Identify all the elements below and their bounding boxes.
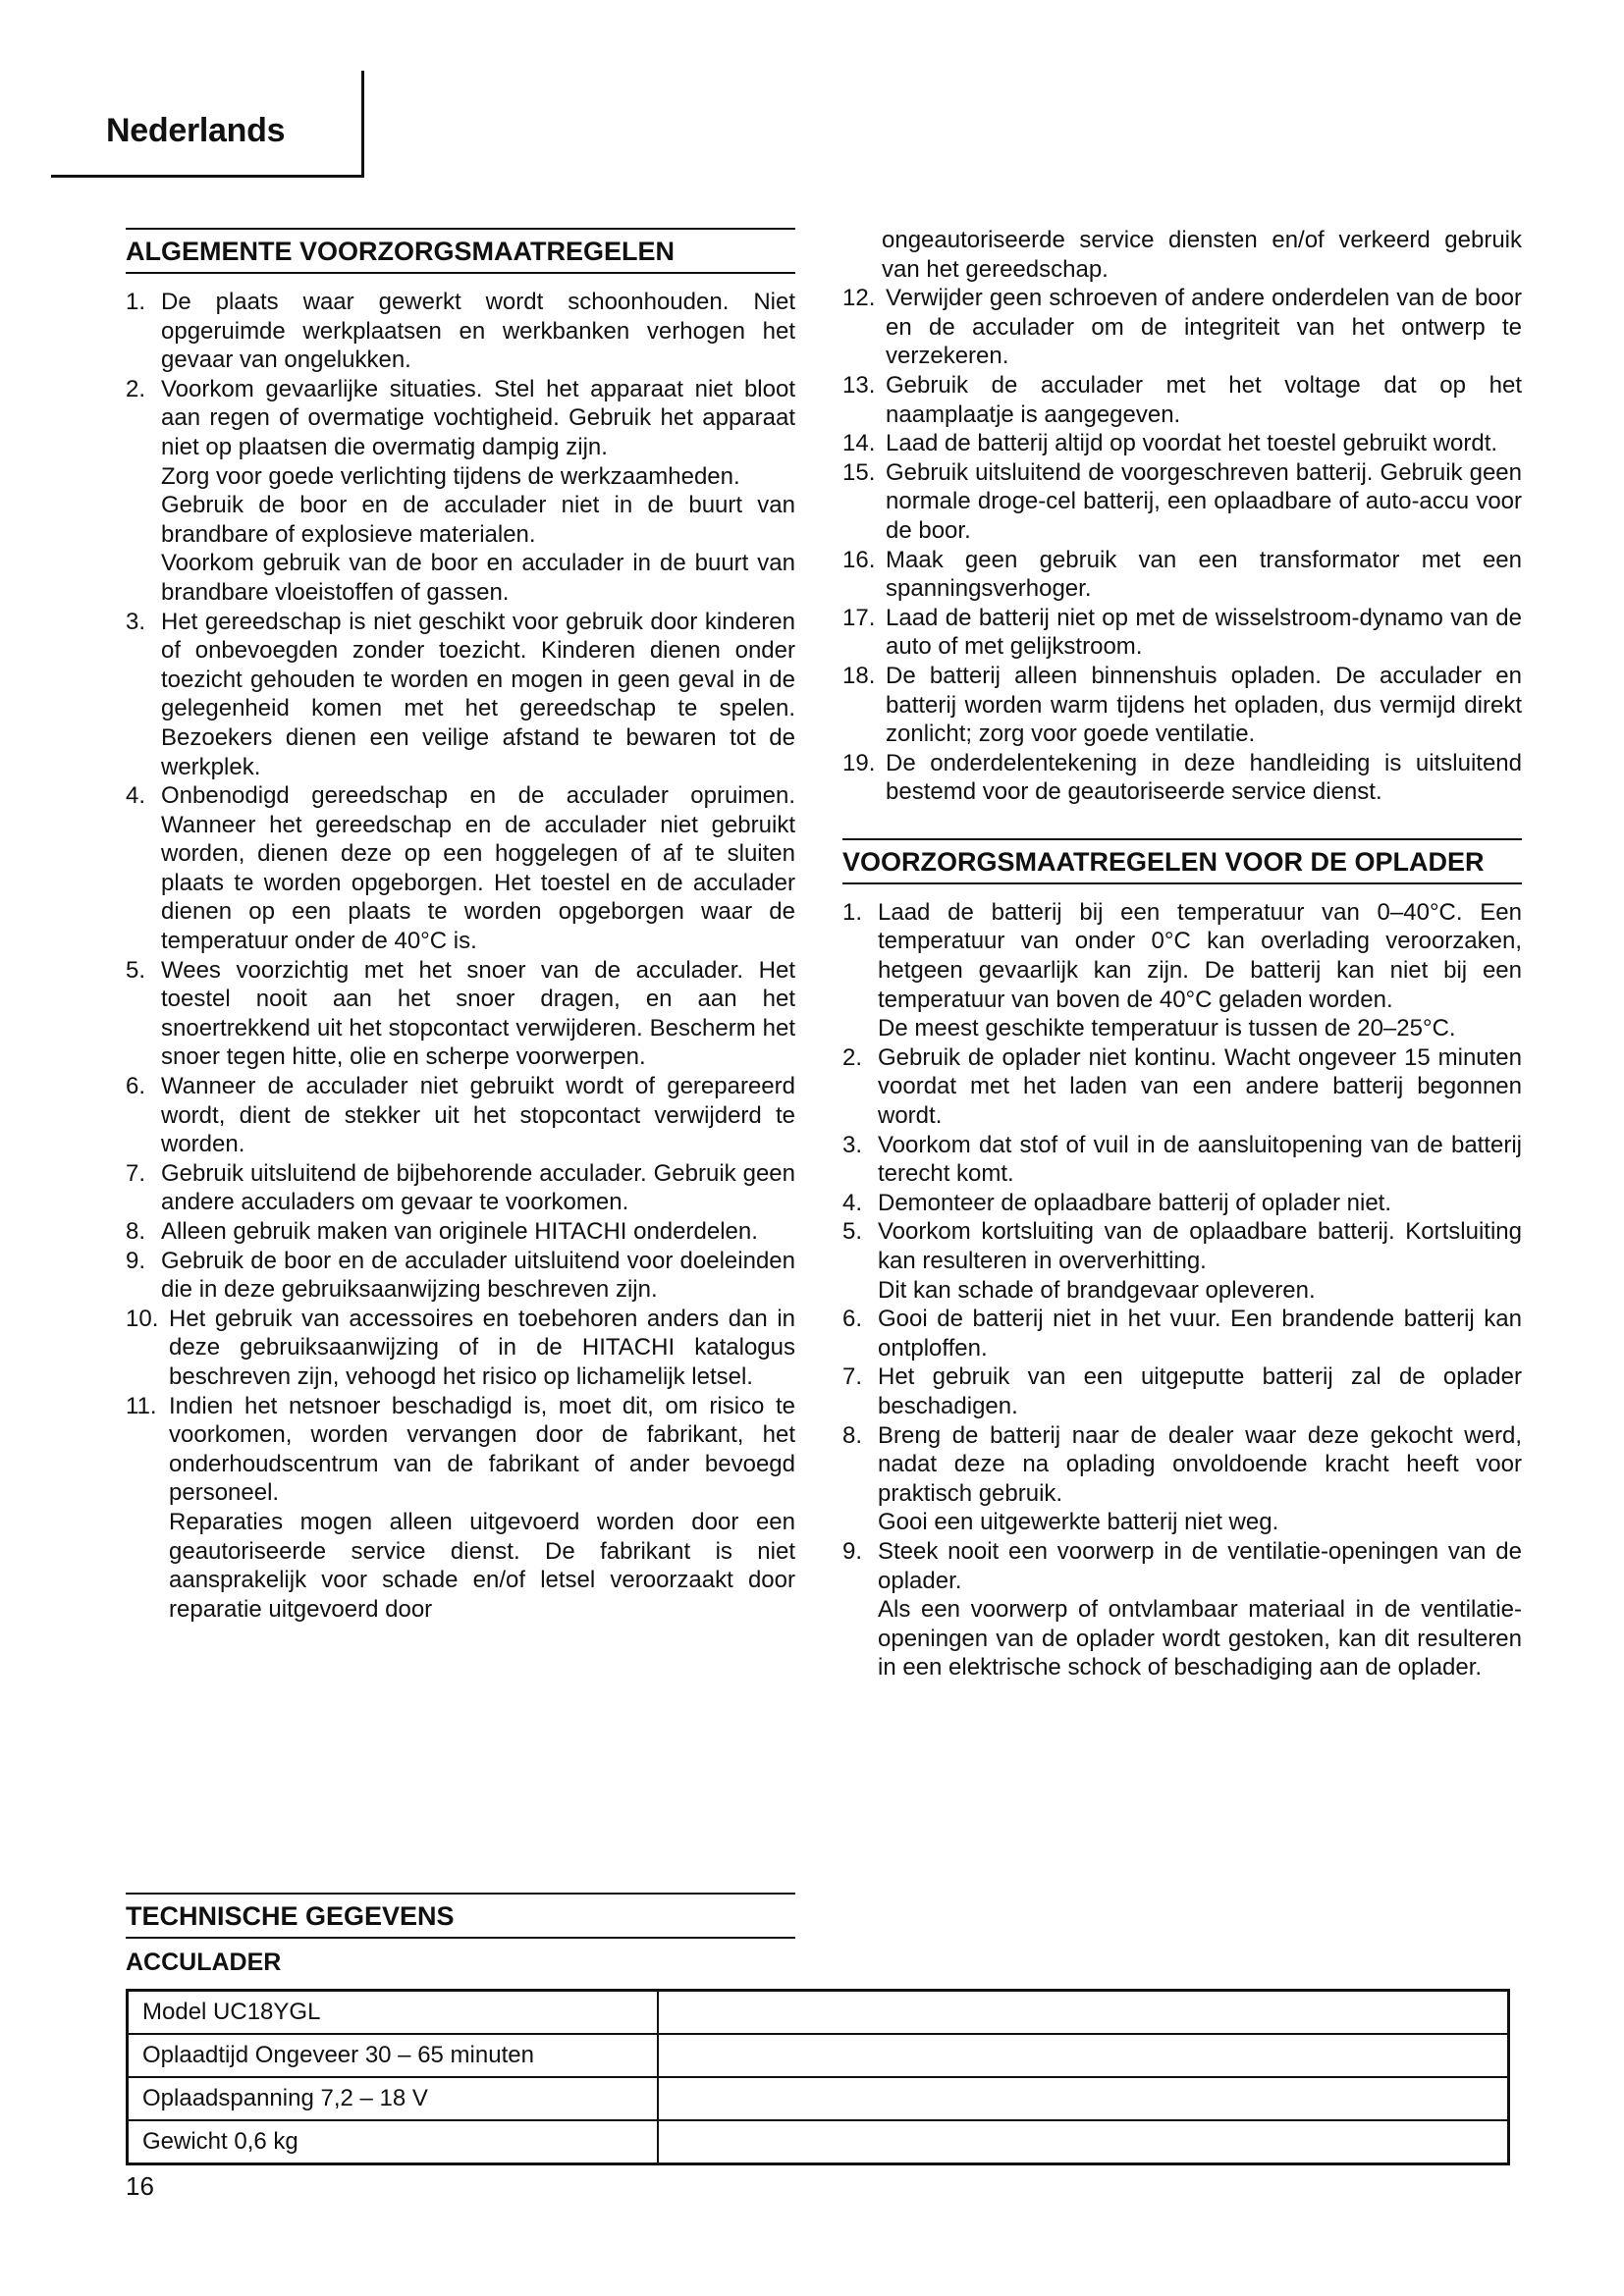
charger-subheading: ACCULADER <box>126 1949 282 1976</box>
list-item: 6. Wanneer de acculader niet gebruikt wordt of gerepareerd wordt, dient de stekker uit het stopcontact verwijderd te worden. <box>126 1073 795 1158</box>
list-item: 5. Wees voorzichtig met het snoer van de acculader. Het toestel nooit aan het snoer dragen, en aan het snoertrekkend uit het stopcontact verwijderen. Bescherm het snoer tegen hitte, olie en scherpe voorwerpen. <box>126 956 795 1071</box>
table-cell: Oplaadtijd Ongeveer 30 – 65 minuten <box>128 2034 659 2077</box>
general-precautions-list <box>126 288 795 1624</box>
list-item: 1. De plaats waar gewerkt wordt schoonhouden. Niet opgeruimde werkplaatsen en werkbanken verhogen het gevaar van ongelukken. <box>126 289 795 374</box>
right-column <box>842 226 1522 1682</box>
list-item: 13. Gebruik de acculader met het voltage dat op het naamplaatje is aangegeven. <box>842 371 1522 428</box>
specifications-table <box>126 1989 1510 2165</box>
table-row <box>128 2120 1509 2164</box>
language-label: Nederlands <box>106 112 286 149</box>
list-item: 9. Gebruik de boor en de acculader uitsluitend voor doeleinden die in deze gebruiksaanwijzing beschreven zijn. <box>126 1247 795 1304</box>
list-item: 2. Voorkom gevaarlijke situaties. Stel het apparaat niet bloot aan regen of overmatige vochtigheid. Gebruik het apparaat niet op plaatsen die overmatig dampig zijn. Zorg voor goede verlichting tijdens de werkzaamheden. Gebruik de boor en de acculader niet in de buurt van brandbare of explosieve materialen. Voorkom gebruik van de boor en acculader in de buurt van brandbare vloeistoffen of gassen. <box>126 375 795 606</box>
table-row <box>128 1991 1509 2035</box>
list-item: 8. Breng de batterij naar de dealer waar deze gekocht werd, nadat deze na oplading onvoldoende kracht heeft voor praktisch gebruik. Gooi een uitgewerkte batterij niet weg. <box>842 1421 1522 1536</box>
general-precautions-heading: ALGEMENTE VOORZORGSMAATREGELEN <box>126 228 795 274</box>
table-cell <box>658 2120 1509 2164</box>
table-cell: Oplaadspanning 7,2 – 18 V <box>128 2077 659 2120</box>
left-column <box>126 228 795 1624</box>
list-item: 3. Voorkom dat stof of vuil in de aansluitopening van de batterij terecht komt. <box>842 1131 1522 1188</box>
list-item: 10. Het gebruik van accessoires en toebehoren anders dan in deze gebruiksaanwijzing of in de HITACHI katalogus beschreven zijn, vehoogd het risico op lichamelijk letsel. <box>126 1305 795 1390</box>
list-item: 7. Gebruik uitsluitend de bijbehorende acculader. Gebruik geen andere acculaders om gevaar te voorkomen. <box>126 1159 795 1216</box>
list-item: 15. Gebruik uitsluitend de voorgeschreven batterij. Gebruik geen normale droge-cel batterij, een oplaadbare of auto-accu voor de boor. <box>842 458 1522 544</box>
list-item: 16. Maak geen gebruik van een transformator met een spanningsverhoger. <box>842 546 1522 603</box>
table-cell <box>658 2077 1509 2120</box>
list-item: 6. Gooi de batterij niet in het vuur. Een brandende batterij kan ontploffen. <box>842 1306 1522 1362</box>
table-cell <box>658 2034 1509 2077</box>
list-item: 11. Indien het netsnoer beschadigd is, moet dit, om risico te voorkomen, worden vervangen door de fabrikant, het onderhoudscentrum van de fabrikant of ander bevoegd personeel. Reparaties mogen alleen uitgevoerd worden door een geautoriseerde service dienst. De fabrikant is niet aansprakelijk voor schade en/of letsel veroorzaakt door reparatie uitgevoerd door <box>126 1392 795 1623</box>
list-item: 8. Alleen gebruik maken van originele HITACHI onderdelen. <box>126 1218 758 1245</box>
table-cell: Gewicht 0,6 kg <box>128 2120 659 2164</box>
table-row <box>128 2034 1509 2077</box>
list-item: 12. Verwijder geen schroeven of andere onderdelen van de boor en de acculader om de integriteit van het ontwerp te verzekeren. <box>842 285 1522 370</box>
table-cell <box>658 1991 1509 2035</box>
list-item: 7. Het gebruik van een uitgeputte batterij zal de oplader beschadigen. <box>842 1363 1522 1419</box>
list-item: 19. De onderdelentekening in deze handleiding is uitsluitend bestemd voor de geautoriseerde service dienst. <box>842 749 1522 806</box>
general-precautions-list-continued <box>842 284 1522 807</box>
charger-precautions-list <box>842 898 1522 1682</box>
page-number: 16 <box>126 2171 154 2201</box>
language-tab <box>51 71 364 178</box>
list-item: 5. Voorkom kortsluiting van de oplaadbare batterij. Kortsluiting kan resulteren in oververhitting. Dit kan schade of brandgevaar opleveren. <box>842 1218 1522 1304</box>
list-item: 3. Het gereedschap is niet geschikt voor gebruik door kinderen of onbevoegden zonder toezicht. Kinderen dienen onder toezicht gehouden te worden en mogen in geen geval in de gelegenheid komen met het gereedschap te spelen. Bezoekers dienen een veilige afstand te bewaren tot de werkplek. <box>126 608 795 780</box>
list-item: 4. Onbenodigd gereedschap en de acculader opruimen. Wanneer het gereedschap en de acculader niet gebruikt worden, dienen deze op een hoggelegen of af te sluiten plaats te worden opgeborgen. Het toestel en de acculader dienen op een plaats te worden opgeborgen waar de temperatuur onder de 40°C is. <box>126 782 795 955</box>
list-item: 17. Laad de batterij niet op met de wisselstroom-dynamo van de auto of met gelijkstroom. <box>842 604 1522 661</box>
table-cell: Model UC18YGL <box>128 1991 659 2035</box>
list-item: 4. Demonteer de oplaadbare batterij of oplader niet. <box>842 1189 1392 1216</box>
continued-text: ongeautoriseerde service diensten en/of verkeerd gebruik van het gereedschap. <box>882 227 1522 283</box>
table-row <box>128 2077 1509 2120</box>
list-item: 14. Laad de batterij altijd op voordat het toestel gebruikt wordt. <box>842 430 1498 457</box>
list-item: 1. Laad de batterij bij een temperatuur van 0–40°C. Een temperatuur van onder 0°C kan overlading veroorzaken, hetgeen gevaarlijk kan zijn. De batterij kan niet bij een temperatuur van boven de 40°C geladen worden. De meest geschikte temperatuur is tussen de 20–25°C. <box>842 898 1522 1042</box>
technical-data-section <box>126 1893 795 1939</box>
charger-precautions-heading: VOORZORGSMAATREGELEN VOOR DE OPLADER <box>842 838 1522 884</box>
list-item: 18. De batterij alleen binnenshuis opladen. De acculader en batterij worden warm tijdens het opladen, dus vermijd direkt zonlicht; zorg voor goede ventilatie. <box>842 662 1522 748</box>
technical-data-heading: TECHNISCHE GEGEVENS <box>126 1893 795 1939</box>
list-item: 2. Gebruik de oplader niet kontinu. Wacht ongeveer 15 minuten voordat met het laden van een andere batterij begonnen wordt. <box>842 1043 1522 1130</box>
list-item: 9. Steek nooit een voorwerp in de ventilatie-openingen van de oplader. Als een voorwerp of ontvlambaar materiaal in de ventilatie-openingen van de oplader wordt gestoken, kan dit resulteren in een elektrische schock of beschadiging aan de oplader. <box>842 1537 1522 1682</box>
